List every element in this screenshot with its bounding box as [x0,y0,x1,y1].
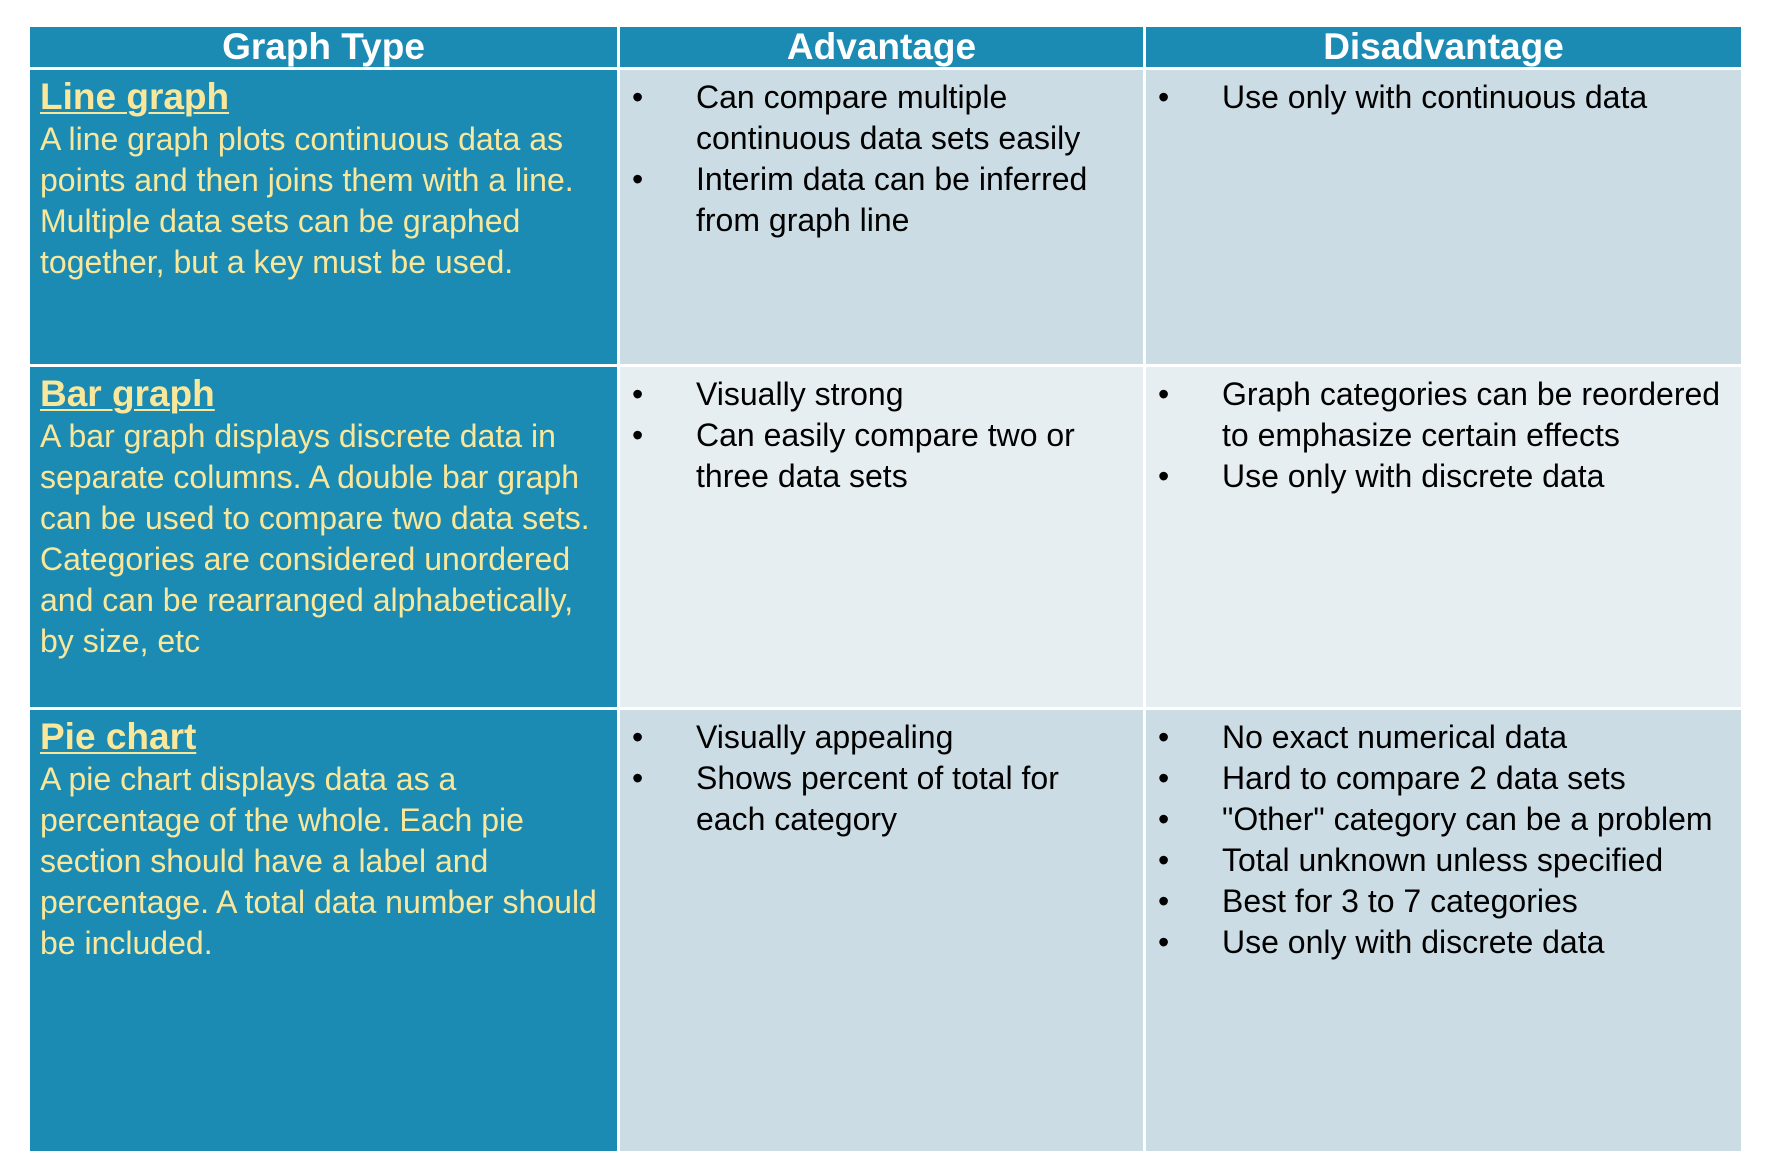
bullet-icon: • [632,417,644,453]
disadvantage-item [1146,840,1741,881]
bullet-icon: • [632,161,644,197]
advantage-text: Can easily compare two or three data sets [696,417,1075,494]
bullet-icon: • [1158,801,1170,837]
bullet-icon: • [632,719,644,755]
disadvantage-list [1146,367,1741,497]
bullet-icon: • [632,79,644,115]
graph-type-description: A pie chart displays data as a percentage of the whole. Each pie section should have a label and percentage. A total data number should be included. [40,761,597,961]
disadvantage-text: Use only with continuous data [1222,79,1648,115]
disadvantage-item [1146,374,1741,456]
bullet-icon: • [1158,376,1170,412]
advantage-item [620,374,1143,415]
disadvantage-text: Use only with discrete data [1222,458,1605,494]
disadvantage-item [1146,922,1741,963]
disadvantage-text: "Other" category can be a problem [1222,801,1713,837]
disadvantage-cell [1145,366,1743,709]
graph-type-name: Pie chart [40,716,197,757]
bullet-icon: • [1158,924,1170,960]
graph-comparison-table [27,24,1744,1154]
disadvantage-list [1146,70,1741,118]
bullet-icon: • [1158,458,1170,494]
row-pie-chart [29,709,1743,1153]
header-advantage: Advantage [619,26,1145,69]
bullet-icon: • [632,760,644,796]
disadvantage-item [1146,717,1741,758]
disadvantage-text: Best for 3 to 7 categories [1222,883,1578,919]
disadvantage-text: Use only with discrete data [1222,924,1605,960]
disadvantage-item [1146,77,1741,118]
advantage-cell [619,366,1145,709]
advantage-list [620,70,1143,241]
advantage-item [620,77,1143,159]
graph-type-cell [29,366,619,709]
advantage-item [620,159,1143,241]
disadvantage-list [1146,710,1741,963]
graph-type-description: A line graph plots continuous data as points and then joins them with a line. Multiple data sets can be graphed together, but a key must be used. [40,121,574,280]
graph-type-name: Bar graph [40,373,215,414]
graph-type-cell [29,709,619,1153]
header-row [29,26,1743,69]
advantage-cell [619,69,1145,366]
bullet-icon: • [632,376,644,412]
disadvantage-text: Total unknown unless specified [1222,842,1664,878]
row-line-graph [29,69,1743,366]
graph-type-name: Line graph [40,76,230,117]
graph-type-cell [29,69,619,366]
advantage-text: Visually appealing [696,719,954,755]
bullet-icon: • [1158,719,1170,755]
advantage-item [620,717,1143,758]
bullet-icon: • [1158,842,1170,878]
header-graph-type: Graph Type [29,26,619,69]
advantage-list [620,710,1143,840]
bullet-icon: • [1158,79,1170,115]
disadvantage-item [1146,456,1741,497]
advantage-text: Interim data can be inferred from graph line [696,161,1088,238]
disadvantage-cell [1145,69,1743,366]
advantage-text: Shows percent of total for each category [696,760,1059,837]
advantage-list [620,367,1143,497]
advantage-cell [619,709,1145,1153]
disadvantage-item [1146,881,1741,922]
advantage-item [620,758,1143,840]
row-bar-graph [29,366,1743,709]
advantage-text: Can compare multiple continuous data sets easily [696,79,1081,156]
bullet-icon: • [1158,760,1170,796]
disadvantage-item [1146,799,1741,840]
disadvantage-text: Hard to compare 2 data sets [1222,760,1626,796]
graph-type-description: A bar graph displays discrete data in separate columns. A double bar graph can be used to compare two data sets. Categories are considered unordered and can be rearranged alphabetically, by size, etc [40,418,590,659]
disadvantage-text: No exact numerical data [1222,719,1568,755]
disadvantage-cell [1145,709,1743,1153]
disadvantage-text: Graph categories can be reordered to emphasize certain effects [1222,376,1721,453]
advantage-text: Visually strong [696,376,904,412]
header-disadvantage: Disadvantage [1145,26,1743,69]
disadvantage-item [1146,758,1741,799]
bullet-icon: • [1158,883,1170,919]
advantage-item [620,415,1143,497]
